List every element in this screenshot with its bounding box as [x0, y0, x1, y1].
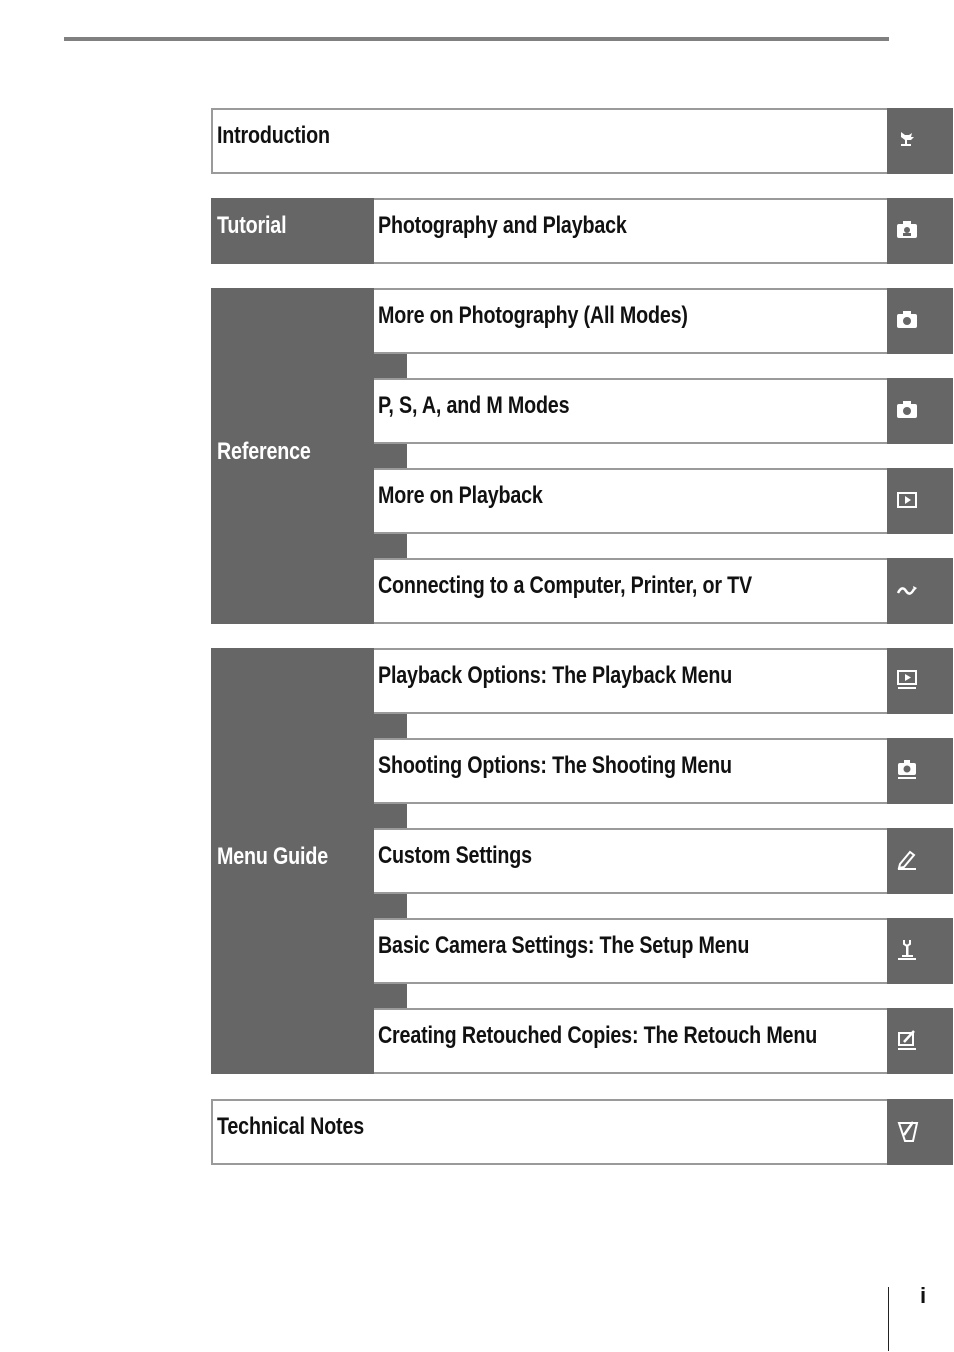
page-number: i [920, 1283, 927, 1308]
intro-icon [887, 108, 953, 174]
tab-label: More on Playback [378, 482, 543, 509]
section-title-reference: Reference [217, 438, 311, 465]
tab-more-on-playback[interactable] [374, 468, 953, 534]
tab-label-technical-notes: Technical Notes [217, 1113, 365, 1140]
tab-playback-menu[interactable] [374, 648, 953, 714]
pencil-icon [887, 828, 953, 894]
tab-more-on-photography[interactable] [374, 288, 953, 354]
page-number-rule [888, 1287, 889, 1351]
notes-icon [887, 1099, 953, 1165]
tab-label: More on Photography (All Modes) [378, 302, 688, 329]
section-title-tutorial: Tutorial [217, 212, 287, 239]
section-tutorial [211, 198, 374, 264]
tab-label: Creating Retouched Copies: The Retouch Menu [378, 1022, 818, 1049]
tab-setup-menu[interactable] [374, 918, 953, 984]
tab-label: Custom Settings [378, 842, 532, 869]
tab-psam-modes[interactable] [374, 378, 953, 444]
playback-menu-icon [887, 648, 953, 714]
camera-icon [887, 288, 953, 354]
tab-label: Connecting to a Computer, Printer, or TV [378, 572, 752, 599]
top-rule [64, 37, 889, 41]
camera-person-icon [887, 198, 953, 264]
connector [374, 984, 407, 1008]
tab-label: P, S, A, and M Modes [378, 392, 570, 419]
connector [374, 534, 407, 558]
tab-technical-notes[interactable] [211, 1099, 953, 1165]
tab-label: Playback Options: The Playback Menu [378, 662, 733, 689]
connector [374, 804, 407, 828]
camera-icon [887, 378, 953, 444]
playback-icon [887, 468, 953, 534]
tab-retouch-menu[interactable] [374, 1008, 953, 1074]
section-reference [211, 288, 374, 624]
tab-photography-and-playback[interactable] [374, 198, 953, 264]
connector [374, 894, 407, 918]
section-title-menu-guide: Menu Guide [217, 843, 328, 870]
shooting-menu-icon [887, 738, 953, 804]
tab-label: Photography and Playback [378, 212, 627, 239]
tab-label-introduction: Introduction [217, 122, 330, 149]
connector [374, 444, 407, 468]
tab-connecting[interactable] [374, 558, 953, 624]
connector [374, 714, 407, 738]
connection-icon [887, 558, 953, 624]
tab-label: Shooting Options: The Shooting Menu [378, 752, 732, 779]
tab-shooting-menu[interactable] [374, 738, 953, 804]
tab-custom-settings[interactable] [374, 828, 953, 894]
retouch-icon [887, 1008, 953, 1074]
wrench-icon [887, 918, 953, 984]
section-menu-guide [211, 648, 374, 1074]
tab-introduction[interactable] [211, 108, 953, 174]
connector [374, 354, 407, 378]
tab-label: Basic Camera Settings: The Setup Menu [378, 932, 750, 959]
